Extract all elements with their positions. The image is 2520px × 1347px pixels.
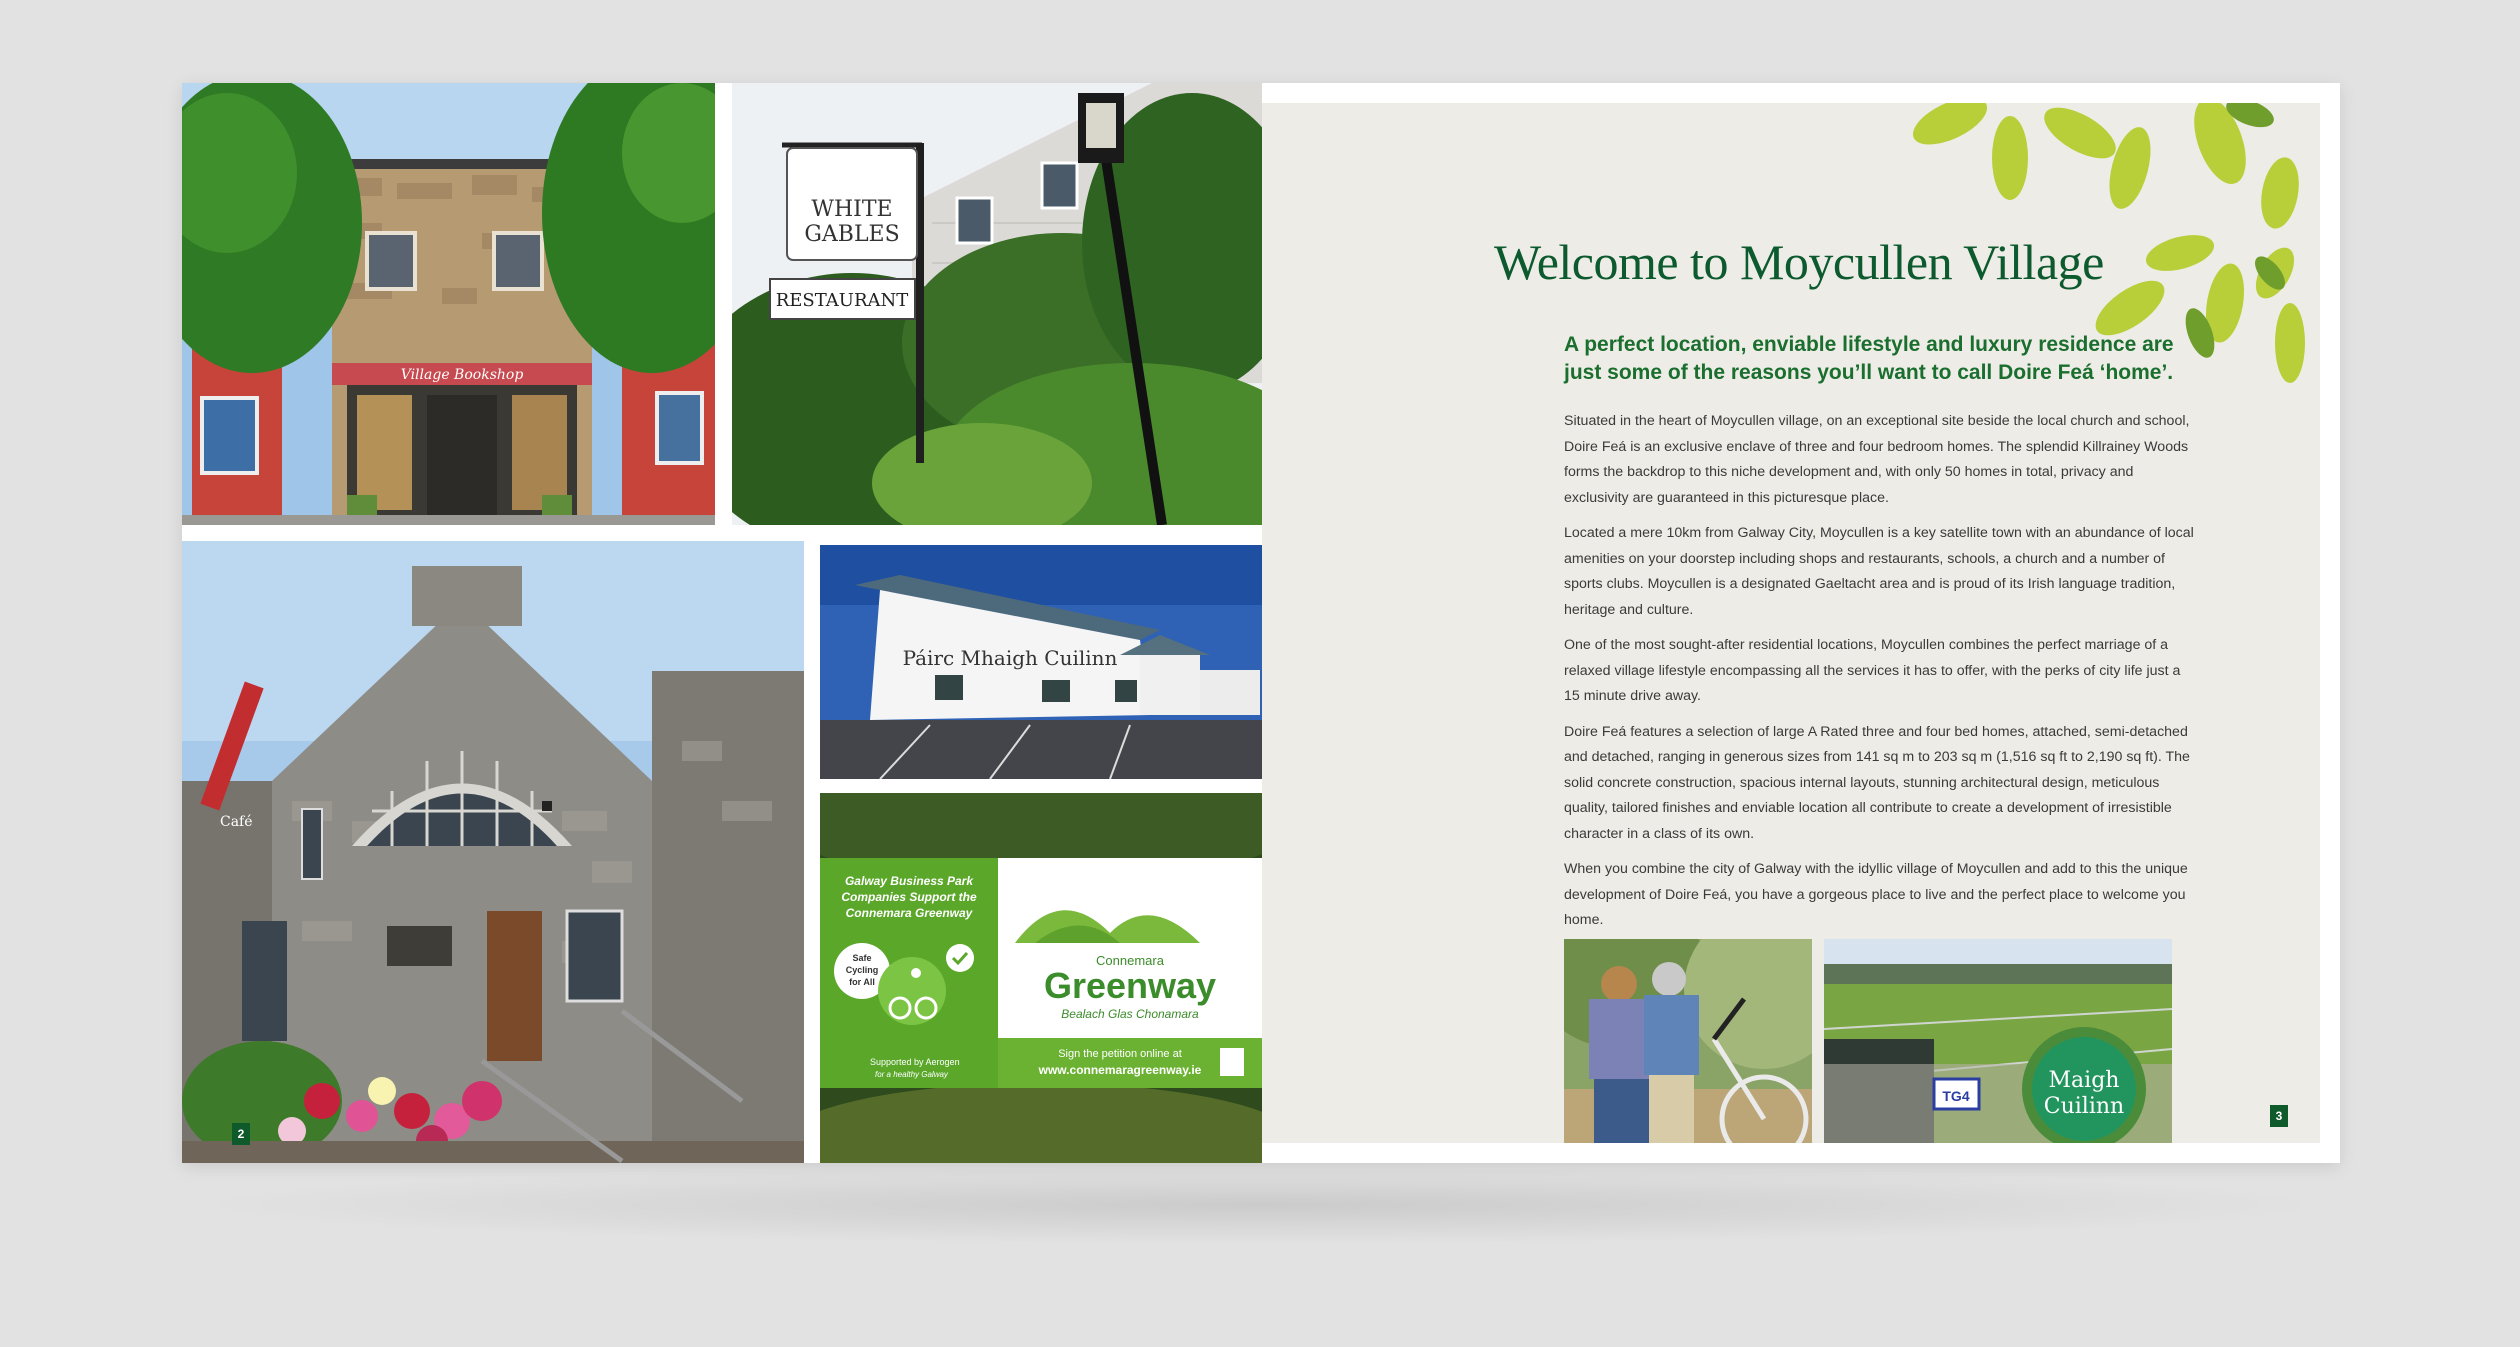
greenway-panel-heading-2: Companies Support the	[841, 890, 977, 904]
left-page	[182, 83, 1262, 1163]
greenway-panel-heading-1: Galway Business Park	[844, 874, 974, 888]
greenway-supported-by-sub: for a healthy Galway	[875, 1070, 948, 1079]
restaurant-sign-line3: RESTAURANT	[775, 290, 909, 311]
photo-couple-cycling	[1564, 939, 1812, 1143]
lead-paragraph: A perfect location, enviable lifestyle and luxury residence are just some of the reasons you’ll want to call Doire Feá ‘home’.	[1564, 333, 2174, 384]
spread-shadow	[180, 1165, 2340, 1245]
greenway-petition-2: www.connemaragreenway.ie	[1038, 1063, 1202, 1077]
hall-sign-text: Páirc Mhaigh Cuilinn	[902, 646, 1118, 670]
body-paragraph: Situated in the heart of Moycullen village, on an exceptional site beside the local church and school, Doire Feá is an exclusive enclave of three and four bedroom homes. The splendid Killrainey Woods forms the backdrop to this niche development and, with only 50 homes in total, privacy and exclusivity are guaranteed in this picturesque place.	[1564, 413, 2190, 506]
mill-cafe-banner: Café	[220, 814, 253, 830]
bookshop-sign-text: Village Bookshop	[400, 367, 524, 383]
photo-pairc-mhaigh-cuilinn	[820, 545, 1262, 779]
greenway-brand-small: Connemara	[1096, 953, 1164, 968]
greenway-petition-1: Sign the petition online at	[1058, 1048, 1182, 1060]
greenway-badge-2: Cycling	[845, 965, 879, 975]
body-copy	[1564, 409, 2194, 944]
greenway-panel-heading-3: Connemara Greenway	[845, 906, 973, 920]
restaurant-sign-line1: WHITE	[811, 197, 893, 222]
body-paragraph: When you combine the city of Galway with the idyllic village of Moycullen and add to this the unique development of Doire Feá, you have a gorgeous place to live and the perfect place to welcome you home.	[1564, 861, 2188, 928]
restaurant-sign-line2: GABLES	[804, 222, 900, 247]
greenway-badge-3: for All	[849, 977, 875, 987]
page-title: Welcome to Moycullen Village	[1494, 234, 2104, 290]
body-paragraph: Located a mere 10km from Galway City, Moycullen is a key satellite town with an abundance of local amenities on your doorstep including shops and restaurants, schools, a church and a number of sports clubs. Moycullen is a designated Gaeltacht area and is proud of its Irish language tradition, heritage and culture.	[1564, 525, 2194, 618]
brochure-spread	[182, 83, 2340, 1163]
photo-connemara-greenway	[820, 793, 1262, 1163]
body-paragraph: One of the most sought-after residential locations, Moycullen combines the perfect marriage of a relaxed village lifestyle encompassing all the services it has to offer, with the perks of city life just a 15 minute drive away.	[1564, 637, 2181, 704]
right-page-panel	[1262, 103, 2320, 1143]
body-paragraph: Doire Feá features a selection of large A Rated three and four bed homes, attached, semi-detached and detached, ranging in generous sizes from 141 sq m to 203 sq m (1,516 sq ft to 2,190 sq ft). The solid concrete construction, spacious internal layouts, stunning architectural design, meticulous quality, tailored finishes and enviable location all contribute to create a development of irresistible character in a class of its own.	[1564, 723, 2190, 842]
photo-white-gables-restaurant	[732, 83, 1262, 525]
page-number-left: 2	[232, 1123, 250, 1145]
greenway-badge-1: Safe	[852, 953, 872, 963]
right-page	[1262, 83, 2340, 1163]
photo-stone-mill	[182, 541, 804, 1163]
photo-village-bookshop	[182, 83, 715, 525]
greenway-brand-big: Greenway	[1043, 965, 1217, 1006]
page-number-right: 3	[2270, 1105, 2288, 1127]
greenway-brand-irish: Bealach Glas Chonamara	[1061, 1007, 1199, 1021]
pitch-sign-line1: Maigh	[2048, 1068, 2120, 1093]
pitch-plaque-text: TG4	[1942, 1088, 1970, 1104]
photo-gaa-pitch	[1824, 939, 2172, 1143]
pitch-sign-line2: Cuilinn	[2043, 1094, 2125, 1119]
greenway-supported-by: Supported by Aerogen	[870, 1057, 960, 1067]
